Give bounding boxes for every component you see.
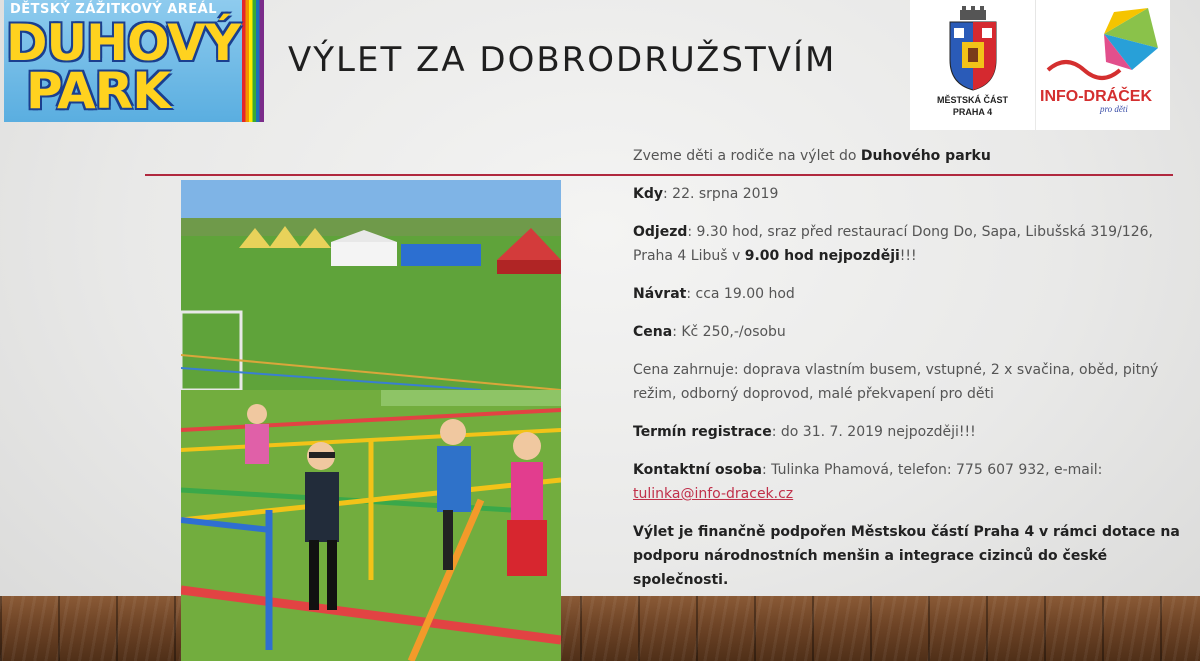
praha-4-logo [910,0,1035,130]
intro-text: Zveme děti a rodiče na výlet do [633,148,861,164]
praha-label-2: PRAHA 4 [952,107,993,117]
intro-bold: Duhového parku [860,148,991,164]
coat-of-arms-icon [910,0,1035,95]
termin-row [633,420,1193,444]
odjezd-end: !!! [899,248,917,264]
navrat-row [633,282,1193,306]
cena-row [633,320,1193,344]
navrat-label: Návrat [633,286,687,302]
praha-label-1: MĚSTSKÁ ČÁST [936,95,1008,105]
logo-tagline: DĚTSKÝ ZÁŽITKOVÝ AREÁL [10,2,218,17]
duhovy-park-logo [4,0,264,122]
kdy-label: Kdy [633,186,663,202]
cena-label: Cena [633,324,673,340]
kdy-row [633,182,1193,206]
kontakt-row [633,458,1193,506]
page-title: VÝLET ZA DOBRODRUŽSTVÍM [288,40,837,80]
kontakt-label: Kontaktní osoba [633,462,763,478]
cena-zahrnuje: Cena zahrnuje: doprava vlastním busem, vstupné, 2 x svačina, oběd, pitný režim, odborný doprovod, malé překvapení pro děti [633,362,1159,402]
termin-value: : do 31. 7. 2019 nejpozději!!! [771,424,976,440]
contact-email-link[interactable]: tulinka@info-dracek.cz [633,486,794,502]
odjezd-value: : 9.30 hod, sraz před restaurací Dong Do, Sapa, Libušská 319/126, Praha 4 Libuš v [633,224,1153,264]
odjezd-row [633,220,1193,268]
cena-value: : Kč 250,-/osobu [672,324,786,340]
kite-icon [1036,0,1170,90]
kontakt-value: : Tulinka Phamová, telefon: 775 607 932, e-mail: [762,462,1103,478]
odjezd-bold: 9.00 hod nejpozději [744,248,900,264]
funding-note: Výlet je finančně podpořen Městskou částí Praha 4 v rámci dotace na podporu národnostních menšin a integrace cizinců do české společnosti. [633,524,1180,588]
odjezd-label: Odjezd [633,224,688,240]
info-dracek-logo [1036,0,1170,130]
kdy-value: : 22. srpna 2019 [663,186,779,202]
trip-details [633,144,1193,606]
logo-word-duhovy: DUHOVÝ [6,14,241,72]
info-dracek-name: INFO-DRÁČEK [1040,88,1152,105]
info-dracek-sub: pro děti [1100,104,1128,114]
rainbow-stripes [242,0,264,122]
termin-label: Termín registrace [633,424,772,440]
navrat-value: : cca 19.00 hod [686,286,795,302]
logo-word-park: PARK [26,62,170,120]
intro [633,144,1193,168]
playground-photo [181,180,561,661]
